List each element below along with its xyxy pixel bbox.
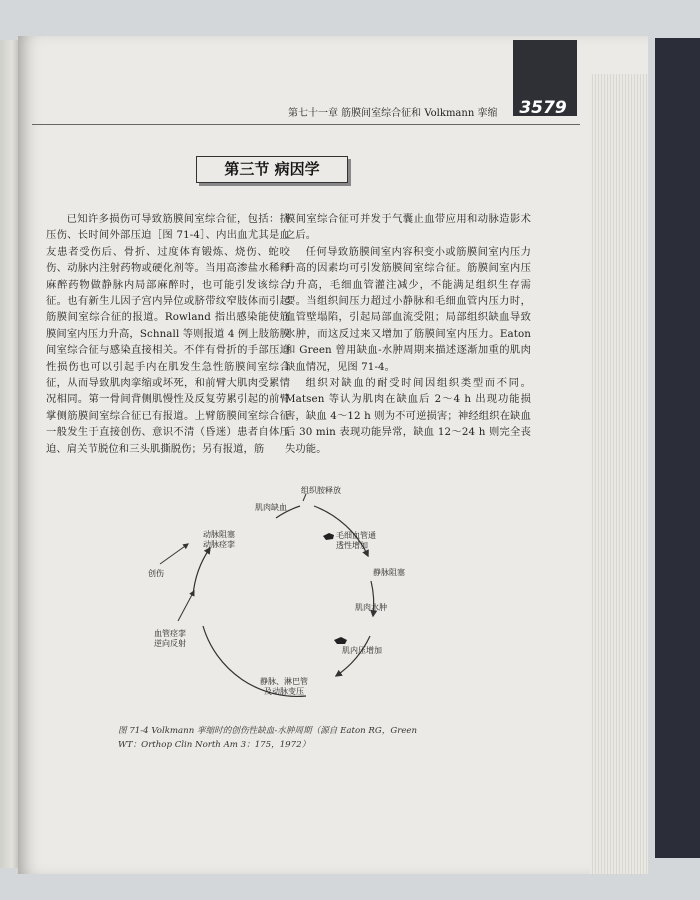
label-vascular-spasm: 血管痉挛 逆向反射 [154, 629, 186, 648]
label-histamine-release: 组织胺释放 [301, 486, 341, 495]
figure-caption: 图 71-4 Volkmann 挛缩时的创伤性缺血-水肿周期（源自 Eaton RG，Green WT：Orthop Clin North Am 3：175，1972） [118, 726, 418, 750]
paragraph: 组织对缺血的耐受时间因组织类型而不同。Matsen 等认为肌肉在缺血后 2～4 h 出现功能损害，缺血 4～12 h 则为不可逆损害；神经组织在缺血后 30 min 表现功能异常，缺血 12～24 h 则完全丧失功能。 [285, 377, 531, 455]
running-head: 第七十一章 筋膜间室综合征和 Volkmann 挛缩 [288, 108, 498, 119]
label-trauma: 创伤 [148, 569, 164, 578]
paragraph: 任何导致筋膜间室内容积变小或筋膜间室内压力升高的因素均可引发筋膜间室综合征。筋膜间室内压力升高，毛细血管灌注减少，不能满足组织生存需要。当组织间压力超过小静脉和毛细血管内压力时，血管壁塌陷，引起局部血流受阻；局部组织缺血导致水肿，而这反过来又增加了筋膜间室内压力。Eaton 和 Green 曾用缺血-水肿周期来描述逐渐加重的肌肉缺血情况，见图 71-4。 [285, 245, 531, 373]
ink-blot-1 [323, 533, 334, 540]
paragraph: 已知许多损伤可导致筋膜间室综合征，包括：挤压伤、长时间外部压迫［图 71-4］、内出血尤其是血友患者受伤后、骨折、过度体育锻炼、烧伤、蛇咬伤、动脉内注射药物或硬化剂等。当用高渗盐水稀释麻醉药物做静脉内局部麻醉时，也可能引发该综合征。也有新生儿因子宫内异位或脐带纹窄肢体而引起筋膜间室综合征的报道。Rowland 指出感染能使筋膜间室内压力升高，Schnall 等则报道 4 例上肢筋膜间室综合征与感染直接相关。不伴有骨折的手部压迫性损伤也可以引起手内在肌发生急性筋膜间室综合征，从而导致肌肉挛缩或坏死，和前臂大肌肉受累情况相同。第一骨间背侧肌慢性及反复劳累引起的前臂掌侧筋膜间室综合征已有报道。上臂筋膜间室综合征一般发生于直接创伤、意识不清（昏迷）患者自体压迫、肩关节脱位和三头肌撕脱伤；另有报道，筋 [46, 213, 290, 455]
label-muscle-ischemia: 肌肉缺血 [255, 503, 287, 512]
label-pressure-increase: 肌内压增加 [342, 646, 382, 655]
page-number: 3579 [519, 98, 567, 118]
trauma-arrow [160, 544, 188, 564]
label-arterial-obstruction: 动脉阻塞 动脉痉挛 [203, 530, 235, 549]
label-vessel-compression: 静脉、淋巴管 及动脉变压 [260, 677, 308, 696]
cycle-arc-6 [193, 548, 210, 596]
ink-blot-2 [334, 637, 347, 644]
label-capillary-permeability: 毛细血管通 透性增加 [336, 531, 376, 550]
label-venous-obstruction: 静脉阻塞 [373, 568, 405, 577]
paragraph: 膜间室综合征可并发于气囊止血带应用和动脉造影术之后。 [285, 213, 531, 242]
section-title: 第三节 病因学 [196, 156, 348, 183]
book-page [18, 36, 648, 874]
left-page-edge [0, 40, 20, 868]
label-muscle-edema: 肌肉水肿 [355, 603, 387, 612]
spasm-arrow [178, 591, 194, 621]
book-back-cover [655, 38, 700, 858]
